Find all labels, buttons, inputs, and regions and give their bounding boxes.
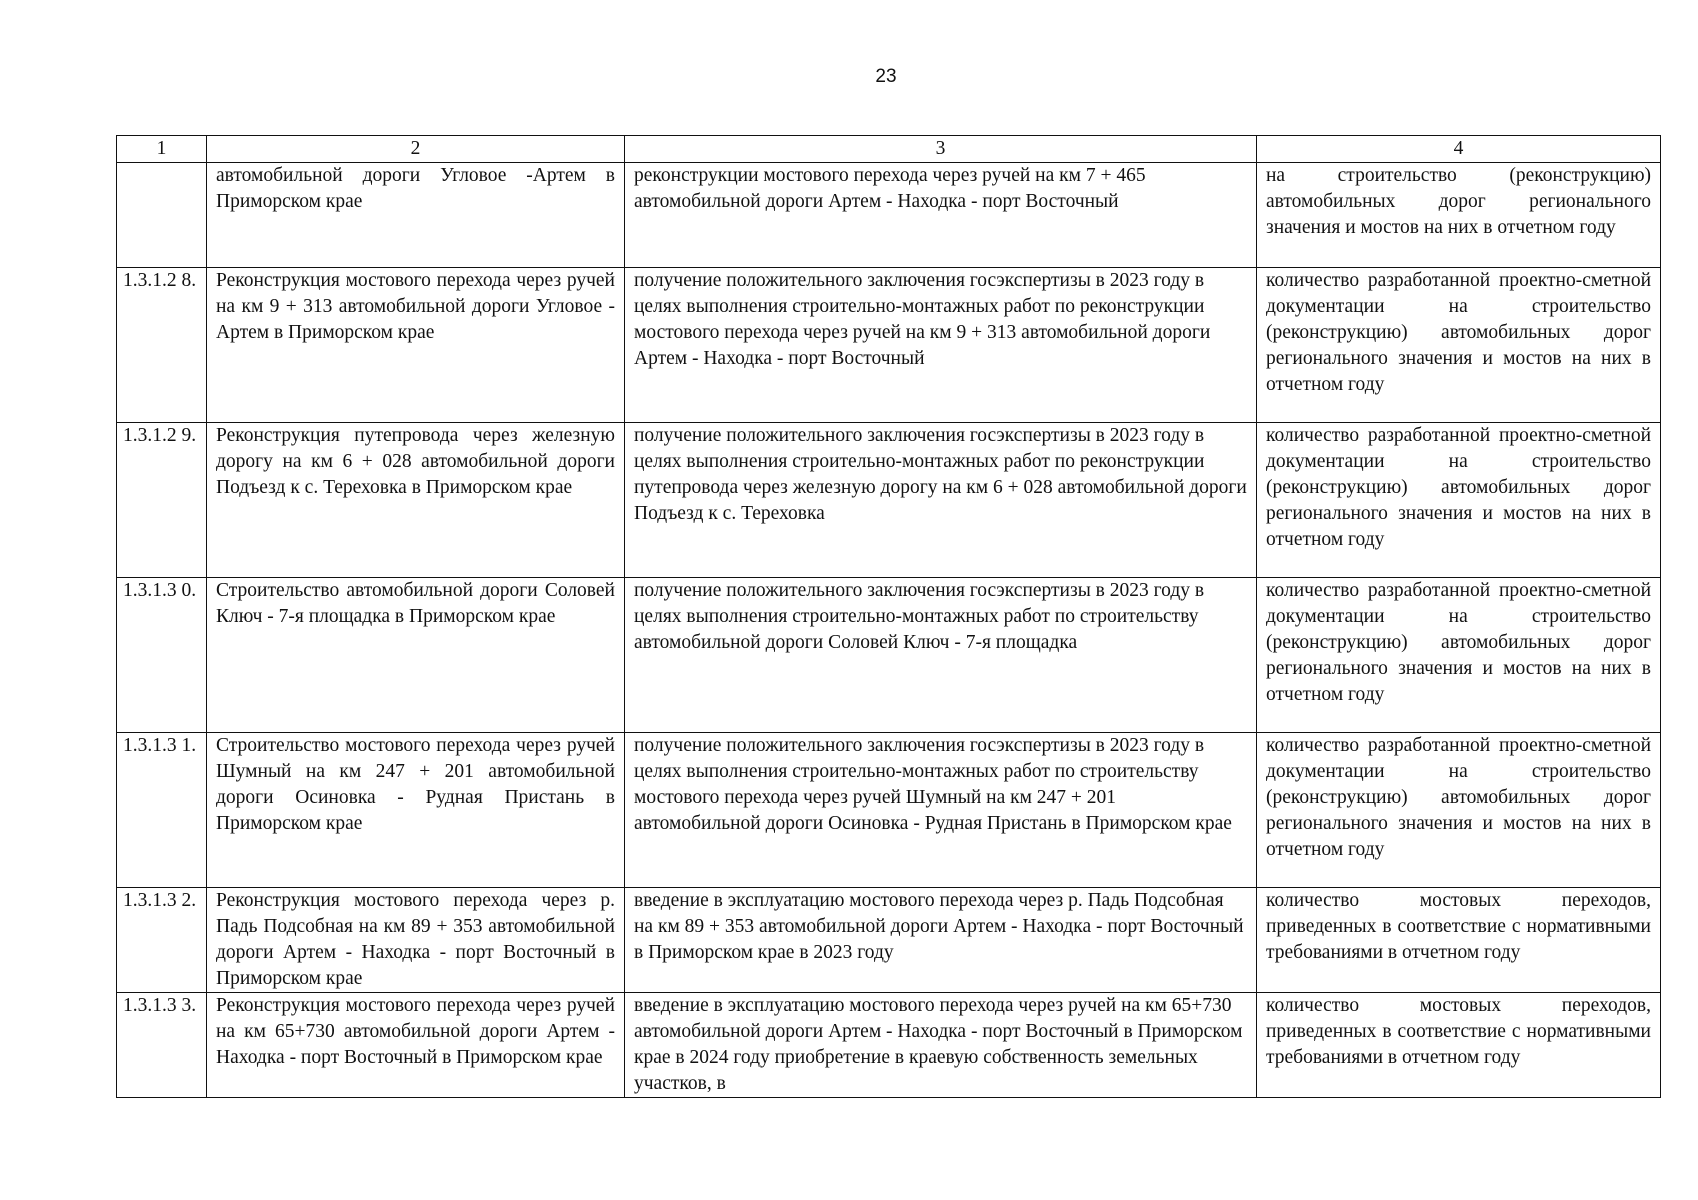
- item-name: Реконструкция мостового перехода через р. Падь Подсобная на км 89 + 353 автомобильной дороги Артем - Находка - порт Восточный в Приморском крае: [207, 888, 625, 993]
- item-result: получение положительного заключения госэкспертизы в 2023 году в целях выполнения строительно-монтажных работ по реконструкции путепровода через железную дорогу на км 6 + 028 автомобильной дороги Подъезд к с. Тереховка: [625, 423, 1257, 578]
- item-name: Реконструкция путепровода через железную дорогу на км 6 + 028 автомобильной дороги Подъезд к с. Тереховка в Приморском крае: [207, 423, 625, 578]
- item-number: [117, 163, 207, 268]
- table-row: [117, 733, 1661, 888]
- table-row: [117, 888, 1661, 993]
- item-result: получение положительного заключения госэкспертизы в 2023 году в целях выполнения строительно-монтажных работ по строительству мостового перехода через ручей Шумный на км 247 + 201 автомобильной дороги Осиновка - Рудная Пристань в Приморском крае: [625, 733, 1257, 888]
- item-number: 1.3.1.3 2.: [117, 888, 207, 993]
- item-number: 1.3.1.3 1.: [117, 733, 207, 888]
- item-number: 1.3.1.3 3.: [117, 993, 207, 1098]
- item-name: Реконструкция мостового перехода через ручей на км 9 + 313 автомобильной дороги Угловое - Артем в Приморском крае: [207, 268, 625, 423]
- item-number: 1.3.1.2 8.: [117, 268, 207, 423]
- item-name: Строительство мостового перехода через ручей Шумный на км 247 + 201 автомобильной дороги Осиновка - Рудная Пристань в Приморском крае: [207, 733, 625, 888]
- item-indicator: количество разработанной проектно-сметной документации на строительство (реконструкцию) автомобильных дорог регионального значения и мостов на них в отчетном году: [1257, 423, 1661, 578]
- item-result: введение в эксплуатацию мостового перехода через р. Падь Подсобная на км 89 + 353 автомобильной дороги Артем - Находка - порт Восточный в Приморском крае в 2023 году: [625, 888, 1257, 993]
- program-table: [116, 135, 1661, 1098]
- table-row: [117, 268, 1661, 423]
- column-header-4: 4: [1257, 136, 1661, 163]
- item-result: получение положительного заключения госэкспертизы в 2023 году в целях выполнения строительно-монтажных работ по строительству автомобильной дороги Соловей Ключ - 7-я площадка: [625, 578, 1257, 733]
- column-header-2: 2: [207, 136, 625, 163]
- table-row: [117, 423, 1661, 578]
- item-indicator: количество разработанной проектно-сметной документации на строительство (реконструкцию) автомобильных дорог регионального значения и мостов на них в отчетном году: [1257, 578, 1661, 733]
- item-indicator: количество разработанной проектно-сметной документации на строительство (реконструкцию) автомобильных дорог регионального значения и мостов на них в отчетном году: [1257, 268, 1661, 423]
- item-number: 1.3.1.3 0.: [117, 578, 207, 733]
- item-number: 1.3.1.2 9.: [117, 423, 207, 578]
- table-header-row: [117, 136, 1661, 163]
- item-name: Строительство автомобильной дороги Соловей Ключ - 7-я площадка в Приморском крае: [207, 578, 625, 733]
- column-header-3: 3: [625, 136, 1257, 163]
- item-result: получение положительного заключения госэкспертизы в 2023 году в целях выполнения строительно-монтажных работ по реконструкции мостового перехода через ручей на км 9 + 313 автомобильной дороги Артем - Находка - порт Восточный: [625, 268, 1257, 423]
- item-indicator: количество мостовых переходов, приведенных в соответствие с нормативными требованиями в отчетном году: [1257, 888, 1661, 993]
- item-result: введение в эксплуатацию мостового перехода через ручей на км 65+730 автомобильной дороги Артем - Находка - порт Восточный в Приморском крае в 2024 году приобретение в краевую собственность земельных участков, в: [625, 993, 1257, 1098]
- table-row: [117, 578, 1661, 733]
- item-name: Реконструкция мостового перехода через ручей на км 65+730 автомобильной дороги Артем - Находка - порт Восточный в Приморском крае: [207, 993, 625, 1098]
- page-number: 23: [875, 66, 897, 87]
- table-row: [117, 993, 1661, 1098]
- item-indicator: количество мостовых переходов, приведенных в соответствие с нормативными требованиями в отчетном году: [1257, 993, 1661, 1098]
- item-result: реконструкции мостового перехода через ручей на км 7 + 465 автомобильной дороги Артем - Находка - порт Восточный: [625, 163, 1257, 268]
- item-name: автомобильной дороги Угловое -Артем в Приморском крае: [207, 163, 625, 268]
- column-header-1: 1: [117, 136, 207, 163]
- item-indicator: на строительство (реконструкцию) автомобильных дорог регионального значения и мостов на них в отчетном году: [1257, 163, 1661, 268]
- table-row: [117, 163, 1661, 268]
- item-indicator: количество разработанной проектно-сметной документации на строительство (реконструкцию) автомобильных дорог регионального значения и мостов на них в отчетном году: [1257, 733, 1661, 888]
